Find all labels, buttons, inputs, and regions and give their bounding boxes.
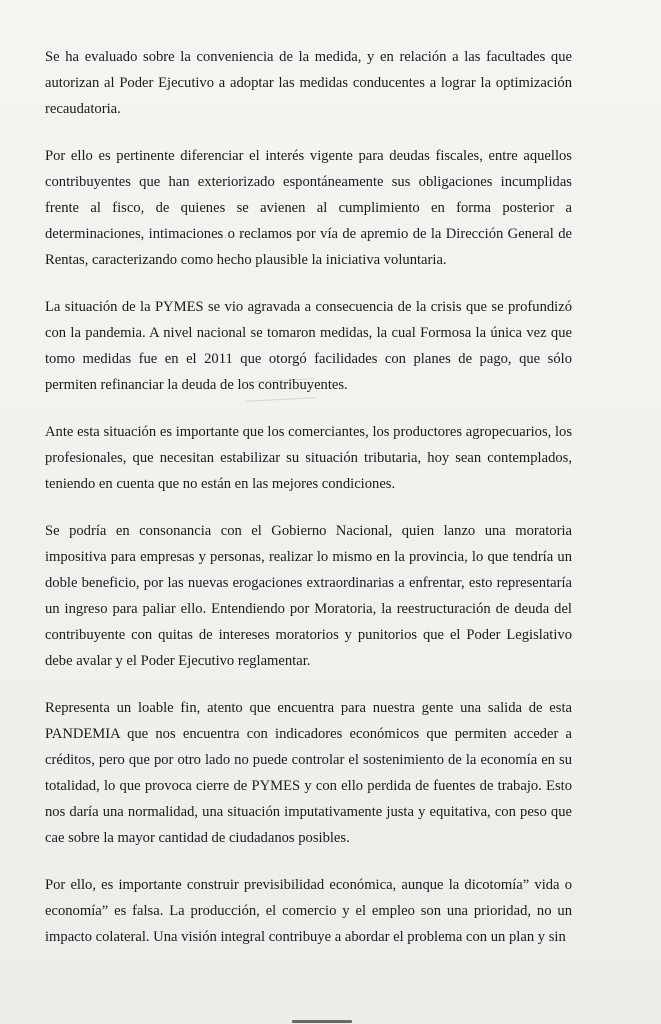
page-edge-mark: [292, 1020, 352, 1023]
paragraph: La situación de la PYMES se vio agravada a consecuencia de la crisis que se profundizó con la pandemia. A nivel nacional se tomaron medidas, la cual Formosa la única vez que tomo medidas fue en el 2011 que otorgó facilidades con planes de pago, que sólo permiten refinanciar la deuda de los contribuyentes.: [45, 299, 572, 393]
paragraph: Se ha evaluado sobre la conveniencia de la medida, y en relación a las facultades que autorizan al Poder Ejecutivo a adoptar las medidas conducentes a lograr la optimización recaudatoria.: [45, 49, 572, 117]
paragraph: Por ello es pertinente diferenciar el interés vigente para deudas fiscales, entre aquellos contribuyentes que han exteriorizado espontáneamente sus obligaciones incumplidas frente al fisco, de quienes se avienen al cumplimiento en forma posterior a determinaciones, intimaciones o reclamos por vía de apremio de la Dirección General de Rentas, caracterizando como hecho plausible la iniciativa voluntaria.: [45, 148, 572, 268]
paragraph: Ante esta situación es importante que los comerciantes, los productores agropecuarios, los profesionales, que necesitan estabilizar su situación tributaria, hoy sean contemplados, teniendo en cuenta que no están en las mejores condiciones.: [45, 424, 572, 492]
paragraph: Representa un loable fin, atento que encuentra para nuestra gente una salida de esta PANDEMIA que nos encuentra con indicadores económicos que permiten acceder a créditos, pero que por otro lado no puede controlar el sostenimiento de la economía en su totalidad, lo que provoca cierre de PYMES y con ello perdida de fuentes de trabajo. Esto nos daría una normalidad, una situación imputativamente justa y equitativa, con peso que cae sobre la mayor cantidad de ciudadanos posibles.: [45, 700, 572, 846]
document-body: [45, 44, 572, 971]
paragraph: Se podría en consonancia con el Gobierno Nacional, quien lanzo una moratoria impositiva para empresas y personas, realizar lo mismo en la provincia, lo que tendría un doble beneficio, por las nuevas erogaciones extraordinarias a enfrentar, esto representaría un ingreso para paliar ello. Entendiendo por Moratoria, la reestructuración de deuda del contribuyente con quitas de intereses moratorios y punitorios que el Poder Legislativo debe avalar y el Poder Ejecutivo reglamentar.: [45, 523, 572, 669]
paragraph: Por ello, es importante construir previsibilidad económica, aunque la dicotomía” vida o economía” es falsa. La producción, el comercio y el empleo son una prioridad, no un impacto colateral. Una visión integral contribuye a abordar el problema con un plan y sin: [45, 877, 572, 945]
